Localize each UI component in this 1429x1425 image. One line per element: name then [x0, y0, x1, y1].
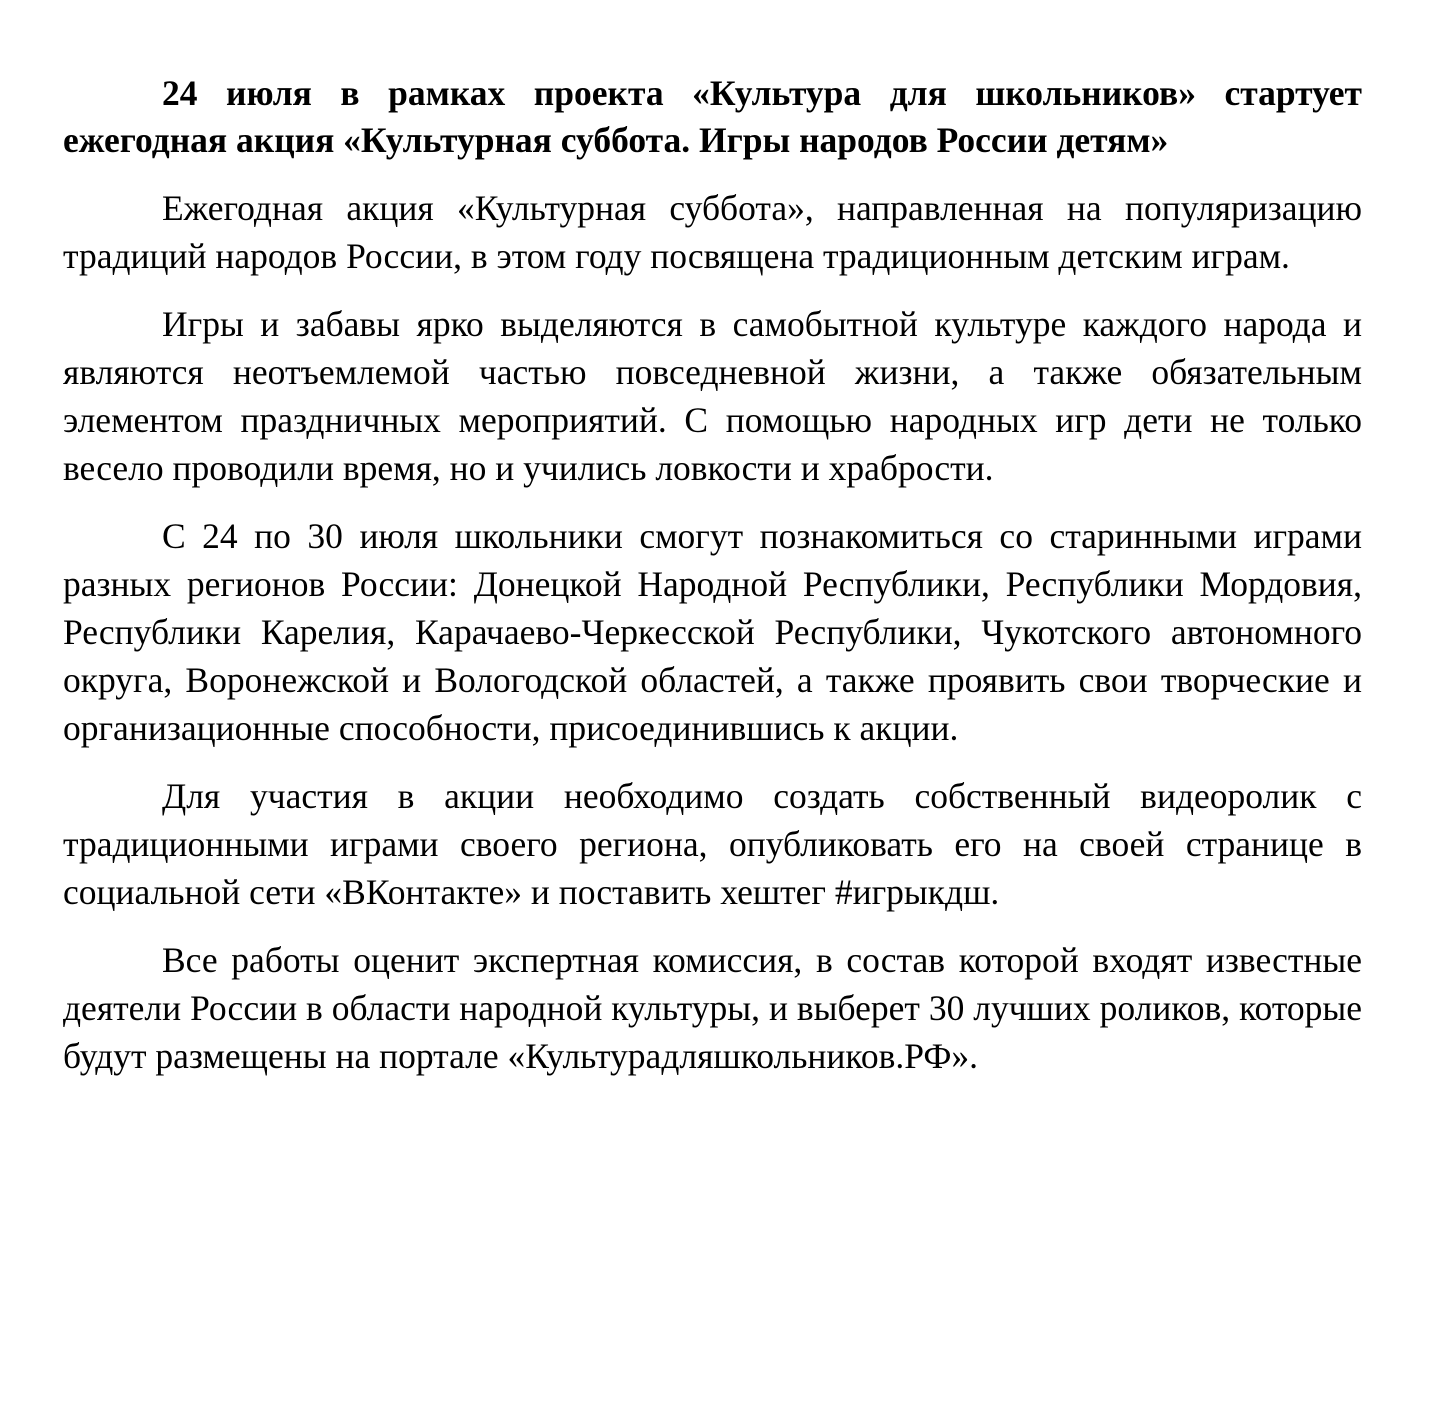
paragraph-jury: Все работы оценит экспертная комиссия, в состав которой входят известные деятели России в области народной культуры, и выберет 30 лучших роликов, которые будут размещены на портале «Культурадляшкольников.РФ». — [63, 940, 1362, 1076]
document-title: 24 июля в рамках проекта «Культура для школьников» стартует ежегодная акция «Культурная суббота. Игры народов России детям» — [63, 73, 1362, 160]
paragraph-regions: С 24 по 30 июля школьники смогут познакомиться со старинными играми разных регионов России: Донецкой Народной Республики, Республики Мордовия, Республики Карелия, Карачаево-Черкесской Республики, Чукотского автономного округа, Воронежской и Вологодской областей, а также проявить свои творческие и организационные способности, присоединившись к акции. — [63, 516, 1362, 748]
paragraph-intro: Ежегодная акция «Культурная суббота», направленная на популяризацию традиций народов России, в этом году посвящена традиционным детским играм. — [63, 188, 1362, 276]
document-page — [63, 70, 1362, 1100]
paragraph-participation: Для участия в акции необходимо создать собственный видеоролик с традиционными играми своего региона, опубликовать его на своей странице в социальной сети «ВКонтакте» и поставить хештег #игрыкдш. — [63, 776, 1362, 912]
paragraph-games-culture: Игры и забавы ярко выделяются в самобытной культуре каждого народа и являются неотъемлемой частью повседневной жизни, а также обязательным элементом праздничных мероприятий. С помощью народных игр дети не только весело проводили время, но и учились ловкости и храбрости. — [63, 304, 1362, 488]
